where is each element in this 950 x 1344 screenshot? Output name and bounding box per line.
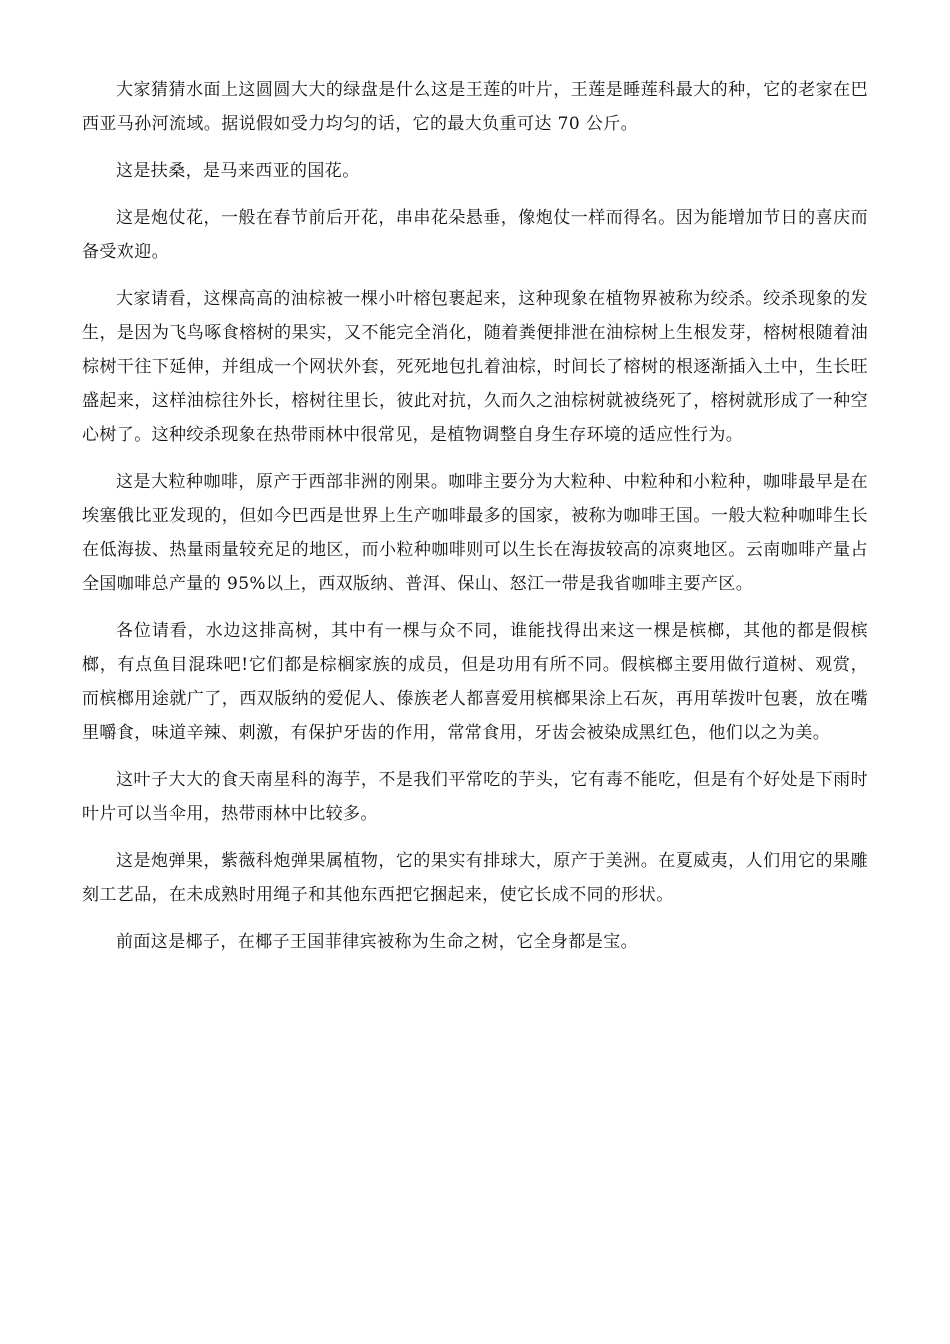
paragraph-giant-taro: 这叶子大大的食天南星科的海芋，不是我们平常吃的芋头，它有毒不能吃，但是有个好处是下雨时叶片可以当伞用，热带雨林中比较多。 — [82, 770, 868, 824]
paragraph-flame-vine: 这是炮仗花，一般在春节前后开花，串串花朵悬垂，像炮仗一样而得名。因为能增加节日的喜庆而备受欢迎。 — [82, 208, 868, 262]
paragraph-strangler-fig: 大家请看，这棵高高的油棕被一棵小叶榕包裹起来，这种现象在植物界被称为绞杀。绞杀现象的发生，是因为飞鸟啄食榕树的果实，又不能完全消化，随着粪便排泄在油棕树上生根发芽，榕树根随着油棕树干往下延伸，并组成一个网状外套，死死地包扎着油棕，时间长了榕树的根逐渐插入土中，生长旺盛起来，这样油棕往外长，榕树往里长，彼此对抗，久而久之油棕树就被绕死了，榕树就形成了一种空心树了。这种绞杀现象在热带雨林中很常见，是植物调整自身生存环境的适应性行为。 — [82, 289, 868, 445]
paragraph-hibiscus: 这是扶桑，是马来西亚的国花。 — [116, 161, 360, 181]
paragraph-coconut: 前面这是椰子，在椰子王国菲律宾被称为生命之树，它全身都是宝。 — [116, 932, 638, 952]
paragraph-robusta-coffee: 这是大粒种咖啡，原产于西部非洲的刚果。咖啡主要分为大粒种、中粒种和小粒种，咖啡最早是在埃塞俄比亚发现的，但如今巴西是世界上生产咖啡最多的国家，被称为咖啡王国。一般大粒种咖啡生长在低海拔、热量雨量较充足的地区，而小粒种咖啡则可以生长在海拔较高的凉爽地区。云南咖啡产量占全国咖啡总产量的 95%以上，西双版纳、普洱、保山、怒江一带是我省咖啡主要产区。 — [82, 472, 868, 594]
paragraph-victoria-lotus: 大家猜猜水面上这圆圆大大的绿盘是什么这是王莲的叶片，王莲是睡莲科最大的种，它的老家在巴西亚马孙河流域。据说假如受力均匀的话，它的最大负重可达 70 公斤。 — [82, 80, 868, 134]
paragraph-betel-palm: 各位请看，水边这排高树，其中有一棵与众不同，谁能找得出来这一棵是槟榔，其他的都是假槟榔，有点鱼目混珠吧!它们都是棕榈家族的成员，但是功用有所不同。假槟榔主要用做行道树、观赏，而槟榔用途就广了，西双版纳的爱伲人、傣族老人都喜爱用槟榔果涂上石灰，再用荜拨叶包裹，放在嘴里嚼食，味道辛辣、刺激，有保护牙齿的作用，常常食用，牙齿会被染成黑红色，他们以之为美。 — [82, 621, 868, 743]
paragraph-cannonball-tree: 这是炮弹果，紫薇科炮弹果属植物，它的果实有排球大，原产于美洲。在夏威夷，人们用它的果雕刻工艺品，在未成熟时用绳子和其他东西把它捆起来，使它长成不同的形状。 — [82, 851, 868, 905]
